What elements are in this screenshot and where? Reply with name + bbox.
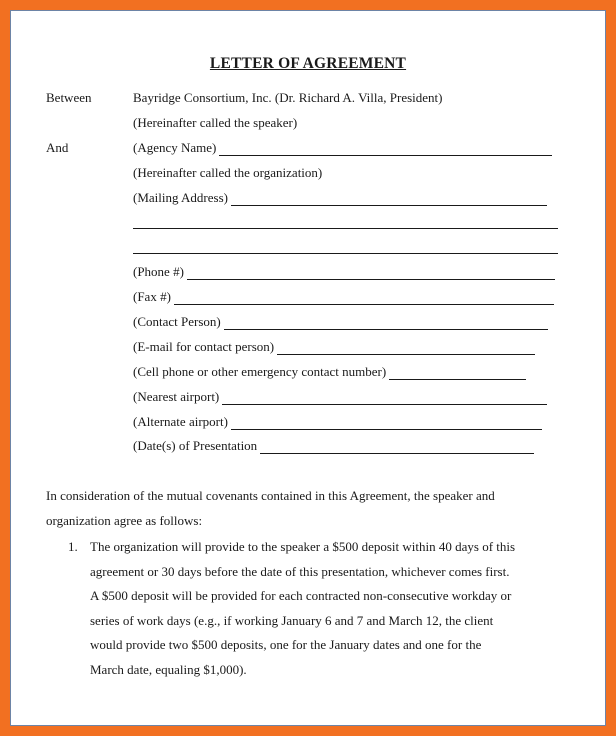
phone-field[interactable] — [133, 264, 555, 280]
cell-phone-blank[interactable] — [389, 368, 526, 380]
contact-person-field[interactable] — [133, 314, 548, 330]
mailing-address-field[interactable] — [133, 190, 547, 206]
nearest-airport-label: (Nearest airport) — [133, 389, 220, 404]
fax-blank[interactable] — [174, 293, 554, 305]
presentation-dates-blank[interactable] — [260, 442, 534, 454]
item-1-line-2: agreement or 30 days before the date of this presentation, whichever comes first. — [90, 564, 510, 579]
item-1-line-5: would provide two $500 deposits, one for the January dates and one for the — [90, 637, 482, 652]
fax-label: (Fax #) — [133, 289, 171, 304]
mailing-address-label: (Mailing Address) — [133, 190, 228, 205]
email-label: (E-mail for contact person) — [133, 339, 275, 354]
alternate-airport-field[interactable] — [133, 414, 542, 430]
between-label: Between — [46, 90, 92, 105]
presentation-dates-label: (Date(s) of Presentation — [133, 438, 258, 453]
cell-phone-label: (Cell phone or other emergency contact number) — [133, 364, 387, 379]
address-line-2[interactable] — [133, 215, 558, 229]
item-1-line-4: series of work days (e.g., if working January 6 and 7 and March 12, the client — [90, 613, 494, 628]
agency-name-field[interactable] — [133, 140, 552, 156]
fax-field[interactable] — [133, 289, 554, 305]
nearest-airport-field[interactable] — [133, 389, 547, 405]
speaker-note: (Hereinafter called the speaker) — [133, 115, 298, 130]
organization-note: (Hereinafter called the organization) — [133, 165, 323, 180]
presentation-dates-field[interactable] — [133, 438, 534, 454]
item-1-number: 1. — [68, 539, 78, 554]
nearest-airport-blank[interactable] — [222, 393, 547, 405]
phone-blank[interactable] — [187, 268, 555, 280]
between-value: Bayridge Consortium, Inc. (Dr. Richard A. Villa, President) — [133, 90, 443, 105]
and-label: And — [46, 140, 69, 155]
document-title: LETTER OF AGREEMENT — [209, 55, 407, 72]
item-1-line-1: The organization will provide to the speaker a $500 deposit within 40 days of this — [90, 539, 516, 554]
alternate-airport-label: (Alternate airport) — [133, 414, 228, 429]
contact-person-blank[interactable] — [224, 318, 548, 330]
phone-label: (Phone #) — [133, 264, 184, 279]
alternate-airport-blank[interactable] — [231, 418, 542, 430]
email-blank[interactable] — [277, 343, 535, 355]
consideration-line-1: In consideration of the mutual covenants contained in this Agreement, the speaker and — [46, 488, 495, 503]
address-line-3[interactable] — [133, 240, 558, 254]
mailing-address-blank[interactable] — [231, 194, 547, 206]
agency-name-blank[interactable] — [219, 144, 552, 156]
consideration-line-2: organization agree as follows: — [46, 513, 203, 528]
agency-name-label: (Agency Name) — [133, 140, 217, 155]
item-1-line-3: A $500 deposit will be provided for each contracted non-consecutive workday or — [90, 588, 512, 603]
contact-person-label: (Contact Person) — [133, 314, 221, 329]
cell-phone-field[interactable] — [133, 364, 526, 380]
item-1-line-6: March date, equaling $1,000). — [90, 662, 247, 677]
email-field[interactable] — [133, 339, 535, 355]
